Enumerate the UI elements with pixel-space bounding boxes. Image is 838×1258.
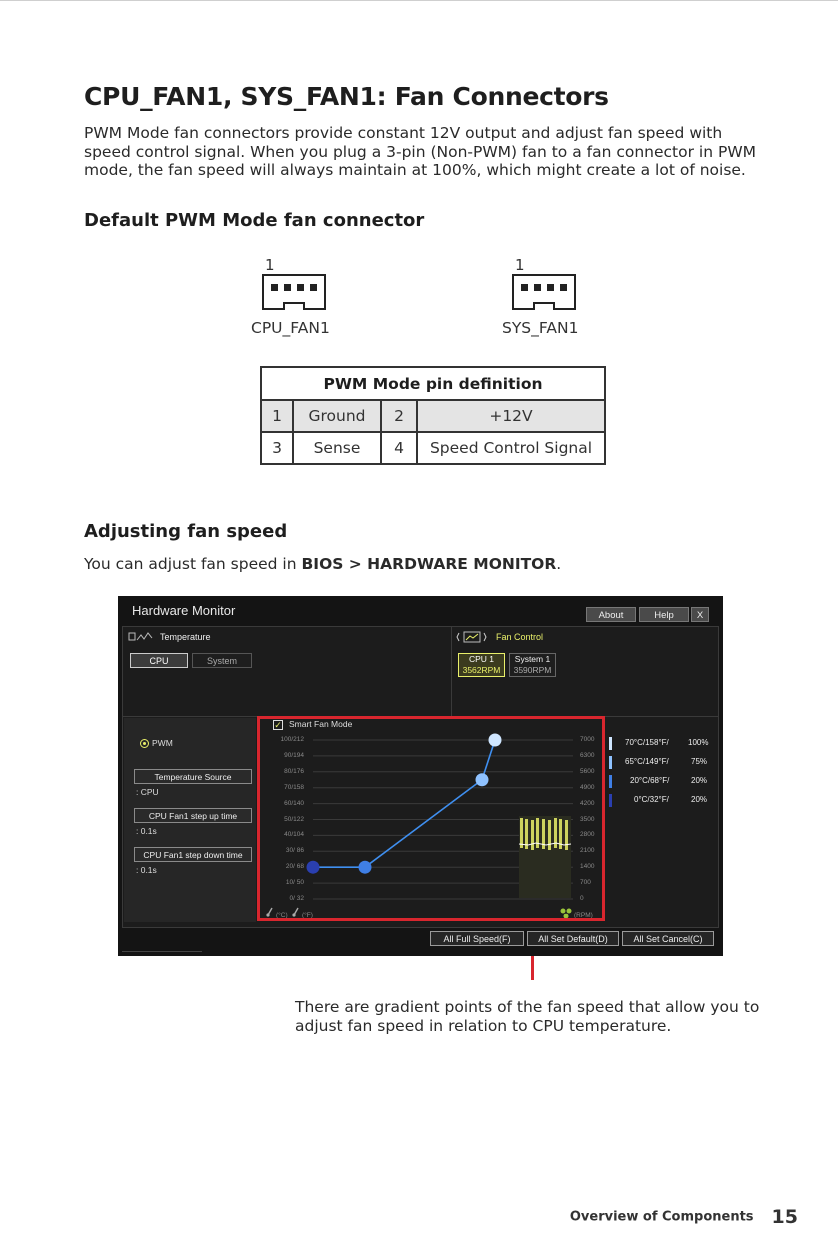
rpm-tick-label: 1400 [580, 863, 595, 871]
pin-definition-table [260, 366, 606, 465]
adjust-instruction [84, 555, 561, 573]
legend-temp: 20°C/68°F/ [630, 776, 670, 785]
temperature-source-field[interactable]: Temperature Source [134, 769, 252, 784]
pin-signal: Ground [293, 400, 381, 432]
rpm-tick-label: 700 [580, 879, 591, 887]
section-title-adjusting: Adjusting fan speed [84, 521, 288, 542]
rpm-tick-label: 3500 [580, 815, 595, 823]
pwm-mode-label: PWM [152, 738, 173, 748]
temperature-tick-label: 70/158 [284, 783, 304, 791]
temperature-tick-label: 0/ 32 [289, 895, 304, 902]
help-button[interactable]: Help [639, 607, 689, 622]
callout-text: There are gradient points of the fan speed that allow you to adjust fan speed in relation to CPU temperature. [295, 998, 760, 1035]
all-set-default-button[interactable]: All Set Default(D) [527, 931, 619, 946]
footer-chapter: Overview of Components [569, 1209, 754, 1225]
page-number: 15 [771, 1206, 798, 1228]
legend-percent: 20% [691, 776, 708, 785]
smart-fan-mode-label: Smart Fan Mode [289, 719, 353, 729]
sys-fan-connector-label: SYS_FAN1 [502, 319, 579, 337]
page-heading: CPU_FAN1, SYS_FAN1: Fan Connectors [84, 82, 609, 111]
legend-percent: 20% [691, 795, 708, 804]
rpm-tick-label: 2800 [580, 831, 595, 839]
step-down-time-field[interactable]: CPU Fan1 step down time [134, 847, 252, 862]
rpm-tick-label: 5600 [580, 767, 595, 775]
temperature-tick-label: 100/212 [280, 736, 304, 743]
fan-tab-rpm: 3562RPM [462, 665, 501, 675]
pin-signal: Speed Control Signal [417, 432, 605, 464]
temperature-tick-label: 20/ 68 [285, 863, 304, 871]
pin-signal: Sense [293, 432, 381, 464]
all-set-cancel-button[interactable]: All Set Cancel(C) [622, 931, 714, 946]
tab-cpu-temperature[interactable]: CPU [130, 653, 188, 668]
fan-curve-highlight [257, 716, 605, 921]
temperature-tick-label: 30/ 86 [285, 847, 304, 855]
cpu-fan-connector-diagram [262, 274, 326, 310]
all-full-speed-button[interactable]: All Full Speed(F) [430, 931, 524, 946]
sys-fan-connector-diagram [512, 274, 576, 310]
rpm-tick-label: 2100 [580, 847, 595, 855]
cpu-fan-connector-label: CPU_FAN1 [251, 319, 330, 337]
legend-swatch [609, 794, 612, 807]
pin-number: 4 [381, 432, 417, 464]
adjust-instruction-prefix: You can adjust fan speed in [84, 555, 302, 573]
legend-temp: 0°C/32°F/ [634, 795, 669, 804]
legend-percent: 75% [691, 757, 708, 766]
step-down-time-value: : 0.1s [136, 865, 157, 875]
bios-window-title: Hardware Monitor [132, 603, 236, 618]
pin-signal: +12V [417, 400, 605, 432]
celsius-unit: (°C) [276, 912, 288, 919]
intro-paragraph: PWM Mode fan connectors provide constant 12V output and adjust fan speed with speed control signal. When you plug a 3-pin (Non-PWM) fan to a fan connector in PWM mode, the fan speed will always maintain at 100%, which might create a lot of noise. [84, 124, 757, 179]
legend-swatch [609, 756, 612, 769]
close-button[interactable]: X [691, 607, 709, 622]
fan-tab-name: CPU 1 [468, 654, 495, 664]
temperature-tick-label: 10/ 50 [285, 879, 304, 887]
callout-leader-line [531, 956, 534, 980]
rpm-tick-label: 6300 [580, 751, 595, 759]
adjust-instruction-suffix: . [556, 555, 562, 573]
rpm-tick-label: 0 [580, 895, 584, 902]
tab-system-temperature[interactable]: System [192, 653, 252, 668]
temperature-tick-label: 90/194 [284, 751, 304, 759]
table-row [261, 432, 605, 464]
temperature-source-value: : CPU [136, 787, 159, 797]
top-rule [0, 0, 838, 1]
step-up-time-value: : 0.1s [136, 826, 157, 836]
section-title-default-pwm: Default PWM Mode fan connector [84, 210, 425, 231]
fahrenheit-unit: (°F) [302, 912, 313, 919]
smart-fan-checkbox[interactable]: ✓ [274, 720, 282, 730]
pin-number: 1 [261, 400, 293, 432]
temperature-tick-label: 80/176 [284, 767, 304, 775]
cpu-fan-pin1-marker: 1 [265, 256, 275, 274]
rpm-tick-label: 4200 [580, 799, 595, 807]
rpm-unit: (RPM) [574, 912, 593, 919]
bios-path: BIOS > HARDWARE MONITOR [301, 555, 557, 573]
pin-table-title: PWM Mode pin definition [261, 367, 605, 400]
legend-swatch [609, 775, 612, 788]
about-button[interactable]: About [586, 607, 636, 622]
legend-swatch [609, 737, 612, 750]
pin-number: 2 [381, 400, 417, 432]
rpm-tick-label: 4900 [580, 783, 595, 791]
temperature-label: Temperature [160, 632, 211, 642]
temperature-tick-label: 40/104 [284, 831, 304, 839]
step-up-time-field[interactable]: CPU Fan1 step up time [134, 808, 252, 823]
pin-number: 3 [261, 432, 293, 464]
legend-percent: 100% [688, 738, 709, 747]
fan-tab-name: System 1 [514, 654, 551, 664]
bios-bottom-edge [122, 951, 202, 952]
page-footer [570, 1206, 798, 1228]
temperature-tick-label: 60/140 [284, 799, 304, 807]
fan-tab-rpm: 3590RPM [513, 665, 552, 675]
fan-control-label: Fan Control [496, 632, 544, 642]
temperature-tick-label: 50/122 [284, 815, 304, 823]
table-row [261, 400, 605, 432]
sys-fan-pin1-marker: 1 [515, 256, 525, 274]
rpm-tick-label: 7000 [580, 736, 595, 743]
legend-temp: 65°C/149°F/ [625, 757, 669, 766]
legend-temp: 70°C/158°F/ [625, 738, 669, 747]
